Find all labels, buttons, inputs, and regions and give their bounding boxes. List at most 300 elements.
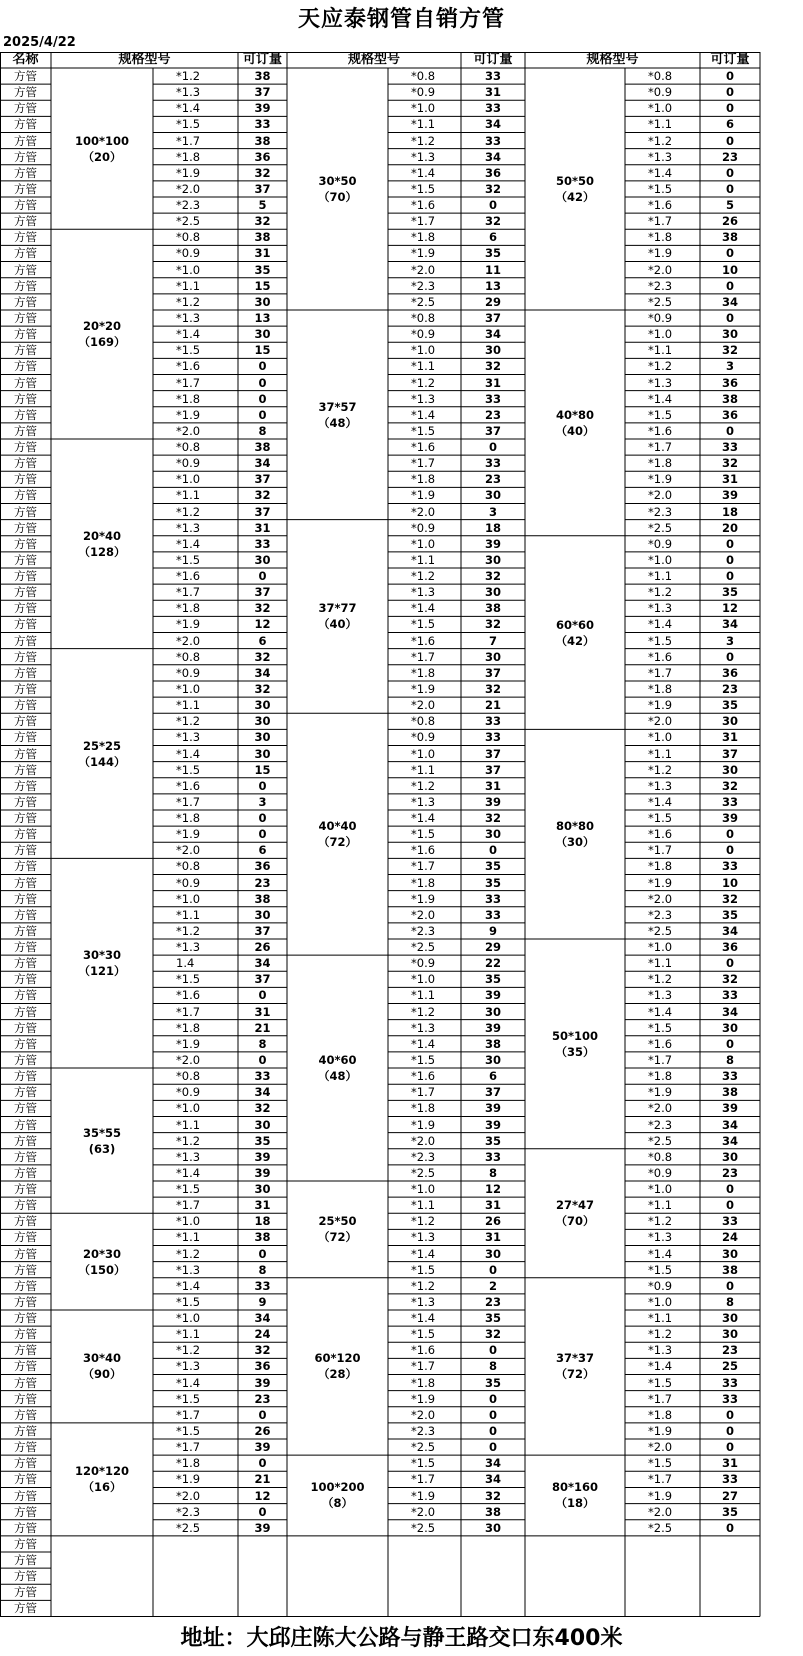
row-thickness: *1.0: [411, 101, 436, 116]
row-quantity: 9: [258, 1294, 267, 1309]
row-quantity: 33: [721, 1391, 738, 1406]
row-thickness: *2.5: [411, 940, 436, 955]
row-thickness: *1.5: [648, 1375, 673, 1390]
row-thickness: *1.8: [176, 149, 201, 164]
row-quantity: 37: [484, 746, 501, 761]
row-thickness: *1.3: [176, 520, 201, 535]
row-quantity: 23: [484, 1294, 501, 1309]
row-quantity: 34: [484, 327, 501, 342]
row-quantity: 13: [254, 311, 271, 325]
row-thickness: *1.0: [648, 552, 673, 567]
row-quantity: 30: [254, 552, 271, 567]
row-quantity: 39: [484, 1101, 501, 1116]
header-name: 名称: [12, 52, 39, 67]
row-thickness: *1.9: [648, 1488, 673, 1503]
row-quantity: 23: [721, 1343, 738, 1358]
row-quantity: 39: [721, 811, 738, 826]
row-quantity: 0: [258, 811, 267, 826]
row-quantity: 27: [721, 1488, 738, 1503]
group-2-5: [525, 1149, 625, 1278]
row-thickness: *1.9: [648, 1085, 673, 1100]
row-quantity: 33: [721, 1214, 738, 1229]
row-quantity: 0: [725, 181, 734, 196]
row-thickness: *1.0: [176, 891, 201, 906]
row-quantity: 9: [488, 923, 497, 938]
row-thickness: *2.0: [411, 1133, 436, 1148]
row-quantity: 0: [725, 1278, 734, 1293]
row-quantity: 38: [254, 1230, 271, 1245]
row-quantity: 35: [484, 246, 501, 261]
row-quantity: 0: [258, 1246, 267, 1261]
row-thickness: *1.2: [411, 778, 436, 793]
row-thickness: *1.6: [176, 359, 201, 374]
row-quantity: 34: [254, 456, 271, 471]
row-name: 方管: [14, 440, 37, 455]
row-thickness: *1.5: [176, 1294, 201, 1309]
row-quantity: 21: [484, 698, 501, 713]
row-thickness: *1.7: [176, 794, 201, 809]
row-quantity: 32: [721, 343, 738, 358]
row-thickness: *2.0: [648, 1504, 673, 1519]
row-quantity: 34: [254, 956, 271, 971]
row-name: 方管: [14, 746, 37, 761]
row-name: 方管: [14, 407, 37, 422]
row-thickness: *1.2: [411, 1214, 436, 1229]
row-thickness: *1.8: [176, 811, 201, 826]
row-name: 方管: [14, 988, 37, 1003]
header-qty-2: 可订量: [710, 52, 750, 67]
row-thickness: *1.2: [176, 504, 201, 519]
row-thickness: *2.5: [411, 1165, 436, 1180]
row-quantity: 0: [725, 843, 734, 858]
row-quantity: 33: [721, 1472, 738, 1487]
row-name: 方管: [14, 843, 37, 858]
row-quantity: 37: [254, 923, 271, 938]
row-thickness: *1.2: [176, 1343, 201, 1358]
row-name: 方管: [14, 1311, 37, 1326]
row-quantity: 39: [254, 1149, 271, 1164]
group-1-0: [287, 68, 388, 310]
row-thickness: *0.9: [411, 327, 436, 342]
row-name: 方管: [14, 907, 37, 922]
row-quantity: 32: [254, 488, 271, 503]
group-count: （18）: [555, 1496, 595, 1511]
row-name: 方管: [14, 359, 37, 374]
row-thickness: *0.8: [411, 311, 436, 325]
row-thickness: *1.7: [648, 1472, 673, 1487]
row-thickness: *1.7: [176, 1440, 201, 1455]
row-quantity: 0: [725, 133, 734, 148]
row-quantity: 30: [484, 1246, 501, 1261]
row-quantity: 30: [254, 907, 271, 922]
row-quantity: 32: [254, 1101, 271, 1116]
row-name: 方管: [14, 552, 37, 567]
row-thickness: *1.4: [648, 391, 673, 406]
row-quantity: 0: [725, 85, 734, 100]
row-thickness: *1.7: [176, 375, 201, 390]
row-quantity: 12: [254, 617, 271, 632]
row-thickness: *2.0: [648, 488, 673, 503]
row-quantity: 0: [258, 391, 267, 406]
row-name: 方管: [14, 1278, 37, 1293]
row-quantity: 33: [721, 794, 738, 809]
row-thickness: *1.4: [411, 407, 436, 422]
row-quantity: 33: [484, 730, 501, 745]
row-quantity: 23: [721, 149, 738, 164]
row-quantity: 30: [254, 746, 271, 761]
row-quantity: 8: [258, 423, 267, 438]
row-quantity: 0: [488, 1343, 497, 1358]
row-name: 方管: [14, 520, 37, 535]
row-thickness: *1.8: [411, 1101, 436, 1116]
row-thickness: *1.1: [648, 956, 673, 971]
row-quantity: 29: [484, 940, 501, 955]
row-thickness: *1.7: [176, 585, 201, 600]
row-quantity: 6: [488, 230, 497, 245]
row-name: 方管: [14, 1004, 37, 1019]
row-quantity: 0: [725, 956, 734, 971]
row-name: 方管: [14, 1294, 37, 1309]
group-count: （128）: [78, 544, 126, 559]
row-quantity: 38: [254, 891, 271, 906]
row-thickness: *1.5: [411, 827, 436, 842]
header-qty-1: 可订量: [473, 52, 513, 67]
row-name: 方管: [14, 1359, 37, 1374]
row-quantity: 3: [725, 633, 734, 648]
group-spec-label: 30*50: [318, 173, 357, 188]
group-0-8: [51, 1423, 153, 1536]
row-thickness: *1.2: [648, 762, 673, 777]
row-quantity: 30: [484, 1052, 501, 1067]
row-name: 方管: [14, 488, 37, 503]
row-quantity: 33: [484, 133, 501, 148]
row-thickness: *2.3: [176, 198, 201, 213]
row-quantity: 34: [484, 149, 501, 164]
row-thickness: *2.3: [648, 278, 673, 293]
row-thickness: *2.5: [648, 923, 673, 938]
row-thickness: *1.5: [411, 1052, 436, 1067]
row-thickness: *0.8: [176, 440, 201, 455]
row-quantity: 34: [721, 1133, 738, 1148]
row-quantity: 31: [254, 246, 271, 261]
row-thickness: *1.6: [648, 423, 673, 438]
row-quantity: 35: [484, 859, 501, 874]
row-quantity: 38: [484, 601, 501, 616]
row-quantity: 36: [254, 1359, 271, 1374]
row-quantity: 15: [254, 762, 271, 777]
row-thickness: *1.6: [176, 778, 201, 793]
row-thickness: *0.9: [176, 665, 201, 680]
row-quantity: 24: [254, 1327, 271, 1342]
row-quantity: 24: [721, 1230, 738, 1245]
row-quantity: 33: [254, 117, 271, 132]
row-name: 方管: [14, 1456, 37, 1471]
row-thickness: *0.9: [176, 1085, 201, 1100]
row-thickness: *1.2: [411, 375, 436, 390]
row-thickness: *1.6: [648, 1036, 673, 1051]
row-quantity: 0: [725, 278, 734, 293]
row-quantity: 6: [258, 633, 267, 648]
row-thickness: *1.2: [411, 569, 436, 584]
row-name: 方管: [14, 230, 37, 245]
row-name: 方管: [14, 1133, 37, 1148]
row-quantity: 0: [488, 843, 497, 858]
row-quantity: 38: [721, 1085, 738, 1100]
row-thickness: *2.0: [648, 891, 673, 906]
row-thickness: *1.5: [411, 423, 436, 438]
row-name: 方管: [14, 811, 37, 826]
row-quantity: 39: [254, 1165, 271, 1180]
row-thickness: *2.0: [648, 262, 673, 277]
row-quantity: 18: [484, 520, 501, 535]
row-quantity: 37: [484, 665, 501, 680]
row-thickness: *1.3: [411, 794, 436, 809]
group-0-0: [51, 68, 153, 229]
row-quantity: 0: [258, 569, 267, 584]
sheet-title: 天应泰钢管自销方管: [297, 6, 505, 32]
row-thickness: *1.1: [176, 1117, 201, 1132]
row-quantity: 30: [484, 1520, 501, 1535]
row-quantity: 6: [488, 1069, 497, 1084]
row-quantity: 31: [254, 1198, 271, 1213]
row-quantity: 37: [484, 423, 501, 438]
row-quantity: 0: [725, 1036, 734, 1051]
row-name: 方管: [14, 1036, 37, 1051]
row-quantity: 37: [254, 504, 271, 519]
row-thickness: *1.8: [648, 1069, 673, 1084]
group-spec-label: 25*50: [318, 1214, 357, 1229]
row-thickness: *1.7: [648, 440, 673, 455]
row-thickness: *1.4: [176, 746, 201, 761]
row-quantity: 30: [254, 1182, 271, 1197]
row-name: 方管: [14, 181, 37, 196]
row-name: 方管: [14, 262, 37, 277]
row-quantity: 32: [484, 1488, 501, 1503]
group-count: （35）: [555, 1044, 595, 1059]
row-thickness: *1.5: [648, 1262, 673, 1277]
group-count: （40）: [555, 423, 595, 438]
row-quantity: 18: [721, 504, 738, 519]
row-quantity: 32: [484, 811, 501, 826]
row-thickness: *2.3: [411, 278, 436, 293]
row-name: 方管: [14, 923, 37, 938]
row-quantity: 33: [721, 859, 738, 874]
group-spec-label: 60*60: [555, 617, 595, 632]
row-quantity: 33: [721, 440, 738, 455]
group-1-6: [287, 1278, 388, 1455]
row-thickness: *1.0: [411, 972, 436, 987]
row-thickness: *1.8: [411, 665, 436, 680]
group-1-4: [287, 955, 388, 1181]
group-spec-label: 50*50: [555, 173, 595, 188]
row-thickness: *2.5: [411, 1520, 436, 1535]
group-count: （48）: [317, 415, 357, 430]
row-quantity: 32: [254, 601, 271, 616]
row-thickness: *1.4: [176, 1278, 201, 1293]
row-quantity: 37: [254, 472, 271, 487]
row-quantity: 32: [254, 682, 271, 696]
row-thickness: *1.8: [648, 682, 673, 696]
row-quantity: 0: [725, 1182, 734, 1197]
row-quantity: 33: [484, 101, 501, 116]
row-thickness: *1.4: [648, 1246, 673, 1261]
row-thickness: *1.7: [176, 1198, 201, 1213]
group-count: （20）: [82, 149, 122, 164]
row-quantity: 33: [721, 1069, 738, 1084]
row-quantity: 30: [721, 714, 738, 729]
group-spec-label: 100*100: [74, 133, 130, 148]
row-quantity: 30: [484, 827, 501, 842]
row-quantity: 37: [484, 762, 501, 777]
row-quantity: 11: [484, 262, 501, 277]
row-name: 方管: [14, 1504, 37, 1519]
row-thickness: *0.9: [176, 246, 201, 261]
row-quantity: 32: [254, 165, 271, 180]
row-thickness: *1.1: [176, 278, 201, 293]
row-quantity: 39: [254, 1520, 271, 1535]
row-quantity: 8: [725, 1052, 734, 1067]
row-quantity: 35: [721, 907, 738, 922]
row-name: 方管: [14, 1440, 37, 1455]
group-spec-label: 37*77: [318, 601, 357, 616]
row-quantity: 35: [484, 875, 501, 890]
row-quantity: 35: [484, 1311, 501, 1326]
row-name: 方管: [14, 601, 37, 616]
row-thickness: *2.0: [176, 1488, 201, 1503]
row-thickness: *1.0: [648, 1182, 673, 1197]
row-name: 方管: [14, 311, 37, 325]
row-thickness: *1.8: [411, 230, 436, 245]
row-name: 方管: [14, 714, 37, 729]
row-quantity: 37: [721, 746, 738, 761]
header-spec-0: 规格型号: [118, 52, 171, 67]
row-name: 方管: [14, 859, 37, 874]
row-thickness: *1.5: [648, 407, 673, 422]
row-thickness: *2.3: [411, 1423, 436, 1438]
row-thickness: *1.1: [648, 343, 673, 358]
row-name: 方管: [14, 649, 37, 664]
row-name: 方管: [14, 294, 37, 309]
row-thickness: *0.9: [411, 730, 436, 745]
row-thickness: *2.0: [648, 714, 673, 729]
row-quantity: 15: [254, 278, 271, 293]
row-thickness: *1.3: [176, 730, 201, 745]
row-quantity: 38: [254, 440, 271, 455]
row-thickness: *2.0: [176, 423, 201, 438]
group-1-3: [287, 713, 388, 955]
row-thickness: *1.3: [411, 1020, 436, 1035]
row-name: 方管: [14, 69, 37, 84]
group-spec-label: 120*120: [74, 1464, 130, 1479]
row-name: 方管: [14, 423, 37, 438]
row-thickness: *1.2: [648, 972, 673, 987]
group-count: （90）: [82, 1367, 122, 1382]
row-quantity: 0: [725, 552, 734, 567]
row-quantity: 26: [484, 1214, 501, 1229]
group-count: （28）: [317, 1367, 357, 1382]
row-thickness: *1.5: [176, 1391, 201, 1406]
row-name: 方管: [14, 1569, 37, 1584]
row-quantity: 32: [721, 891, 738, 906]
row-thickness: *1.7: [176, 1004, 201, 1019]
row-thickness: *1.7: [176, 1407, 201, 1422]
row-quantity: 38: [254, 230, 271, 245]
row-quantity: 0: [725, 649, 734, 664]
group-spec-label: 20*20: [82, 319, 122, 334]
row-thickness: *1.6: [411, 1069, 436, 1084]
row-thickness: *1.8: [648, 230, 673, 245]
row-thickness: *1.0: [648, 101, 673, 116]
row-quantity: 0: [258, 827, 267, 842]
row-thickness: *1.1: [176, 698, 201, 713]
row-name: 方管: [14, 456, 37, 471]
row-thickness: *1.2: [648, 133, 673, 148]
row-name: 方管: [14, 536, 37, 551]
row-thickness: *1.0: [176, 682, 201, 696]
row-quantity: 3: [258, 794, 267, 809]
row-thickness: *2.5: [176, 1520, 201, 1535]
row-name: 方管: [14, 1472, 37, 1487]
row-name: 方管: [14, 1230, 37, 1245]
row-name: 方管: [14, 472, 37, 487]
row-thickness: *1.3: [648, 375, 673, 390]
row-thickness: *1.5: [411, 181, 436, 196]
row-quantity: 5: [258, 198, 267, 213]
group-2-7: [525, 1455, 625, 1536]
row-name: 方管: [14, 391, 37, 406]
row-thickness: *1.5: [648, 633, 673, 648]
row-thickness: *1.3: [648, 1343, 673, 1358]
row-quantity: 8: [258, 1036, 267, 1051]
row-thickness: *1.1: [176, 488, 201, 503]
group-0-4: [51, 858, 153, 1068]
row-thickness: *1.5: [648, 1456, 673, 1471]
row-thickness: *1.0: [411, 536, 436, 551]
group-count: （70）: [555, 1214, 595, 1229]
row-quantity: 10: [721, 262, 738, 277]
row-thickness: *1.6: [176, 988, 201, 1003]
row-quantity: 0: [725, 827, 734, 842]
row-thickness: *0.8: [176, 859, 201, 874]
row-quantity: 12: [721, 601, 738, 616]
row-thickness: *1.9: [648, 698, 673, 713]
row-thickness: *1.3: [648, 149, 673, 164]
row-thickness: *1.6: [648, 649, 673, 664]
row-quantity: 30: [484, 552, 501, 567]
row-name: 方管: [14, 149, 37, 164]
row-thickness: *1.5: [648, 181, 673, 196]
row-name: 方管: [14, 1536, 37, 1551]
row-thickness: *1.2: [648, 1327, 673, 1342]
row-thickness: *0.9: [648, 85, 673, 100]
row-thickness: *1.9: [411, 1117, 436, 1132]
row-quantity: 30: [721, 1020, 738, 1035]
row-quantity: 36: [721, 665, 738, 680]
row-quantity: 34: [254, 1311, 271, 1326]
row-quantity: 23: [484, 407, 501, 422]
row-thickness: *1.4: [176, 1165, 201, 1180]
row-quantity: 0: [725, 1423, 734, 1438]
row-thickness: *1.0: [648, 327, 673, 342]
row-thickness: *1.4: [411, 1246, 436, 1261]
row-quantity: 30: [484, 1004, 501, 1019]
group-spec-label: 40*80: [555, 407, 595, 422]
row-name: 方管: [14, 343, 37, 358]
row-quantity: 30: [254, 294, 271, 309]
row-quantity: 30: [721, 1311, 738, 1326]
row-name: 方管: [14, 1101, 37, 1116]
row-thickness: *1.5: [176, 117, 201, 132]
